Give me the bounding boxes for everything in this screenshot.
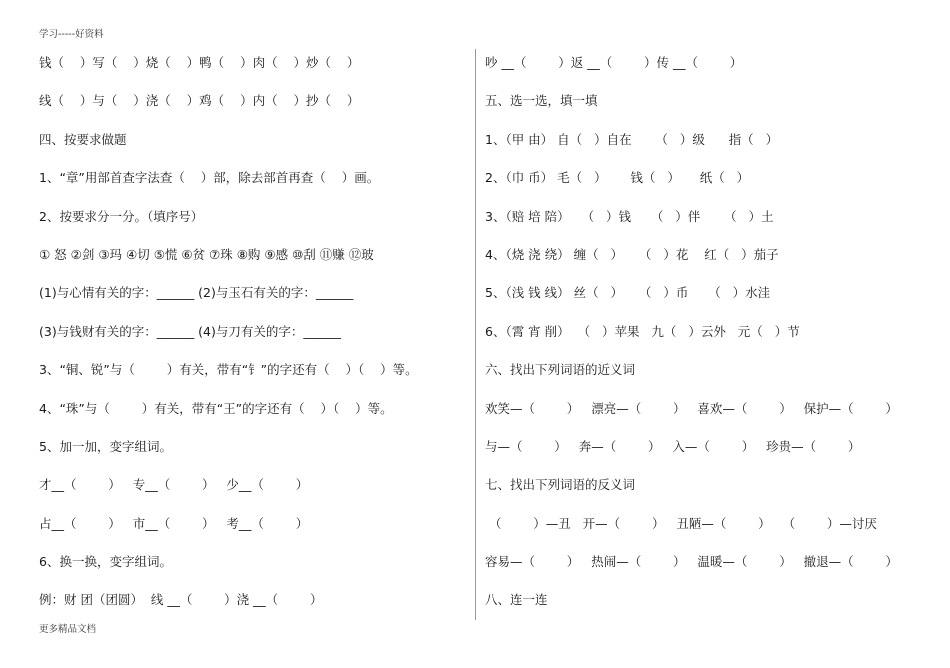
exercise-line: 欢笑—（ ） 漂亮—（ ） 喜欢—（ ） 保护—（ ） (485, 400, 898, 416)
exercise-line: 6、换一换，变字组词。 (39, 554, 172, 570)
exercise-line: (3)与钱财有关的字：______ (4)与刀有关的字：______ (39, 323, 341, 339)
exercise-line: 吵 __（ ）返 __（ ）传 __（ ） (485, 55, 743, 70)
exercise-line: 占__（ ） 市__（ ） 考__（ ） (39, 515, 309, 531)
exercise-line: （ ）—丑 开—（ ） 丑陋—（ ） （ ）—讨厌 (485, 515, 877, 531)
exercise-line: (1)与心情有关的字：______ (2)与玉石有关的字：______ (39, 285, 354, 301)
exercise-line: 容易—（ ） 热闹—（ ） 温暖—（ ） 撤退—（ ） (485, 554, 898, 570)
page-footer: 更多精品文档 (39, 624, 97, 635)
exercise-line: 线（ ）与（ ）浇（ ）鸡（ ）内（ ）抄（ ） (39, 93, 360, 109)
exercise-line: 5、（浅 钱 线） 丝（ ） （ ）币 （ ）水洼 (485, 285, 771, 301)
exercise-line: 5、加一加，变字组词。 (39, 438, 172, 454)
section-heading: 六、找出下列词语的近义词 (485, 362, 636, 378)
exercise-line: 才__（ ） 专__（ ） 少__（ ） (39, 477, 309, 493)
exercise-line: 与—（ ） 奔—（ ） 入—（ ） 珍贵—（ ） (485, 438, 861, 454)
column-divider (475, 49, 476, 620)
exercise-line: 例：财 团（团圆） 线 __（ ）浇 __（ ） (39, 592, 323, 608)
section-heading: 五、选一选，填一填 (485, 93, 598, 109)
exercise-line: 钱（ ）写（ ）烧（ ）鸭（ ）肉（ ）炒（ ） (39, 55, 360, 70)
left-column (39, 46, 469, 622)
section-heading: 四、按要求做题 (39, 131, 127, 147)
exercise-line: 2、（巾 币） 毛（ ） 钱（ ） 纸（ ） (485, 170, 750, 186)
page-header: 学习-----好资料 (39, 29, 104, 40)
exercise-line: 4、“珠”与（ ）有关，带有“王”的字还有（ ）（ ）等。 (39, 400, 393, 416)
section-heading: 八、连一连 (485, 592, 548, 608)
exercise-line: 1、“章”用部首查字法查（ ）部，除去部首再查（ ）画。 (39, 170, 380, 186)
exercise-line: 3、“铜、锐”与（ ）有关，带有“钅”的字还有（ ）（ ）等。 (39, 362, 418, 378)
exercise-line: 4、（烧 浇 绕） 缠（ ） （ ）花 红（ ）茄子 (485, 246, 779, 262)
exercise-line: 6、（霄 宵 削） （ ）苹果 九（ ）云外 元（ ）节 (485, 323, 800, 339)
section-heading: 七、找出下列词语的反义词 (485, 477, 636, 493)
exercise-line: 1、（甲 由） 自（ ）自在 （ ）级 指（ ） (485, 131, 779, 147)
exercise-line: 2、按要求分一分。（填序号） (39, 208, 204, 224)
exercise-line: 3、（赔 培 陪） （ ）钱 （ ）伴 （ ）土 (485, 208, 774, 224)
exercise-line: ① 怒 ②剑 ③玛 ④切 ⑤慌 ⑥贫 ⑦珠 ⑧购 ⑨感 ⑩刮 ⑪赚 ⑫玻 (39, 246, 374, 262)
right-column (485, 46, 925, 622)
